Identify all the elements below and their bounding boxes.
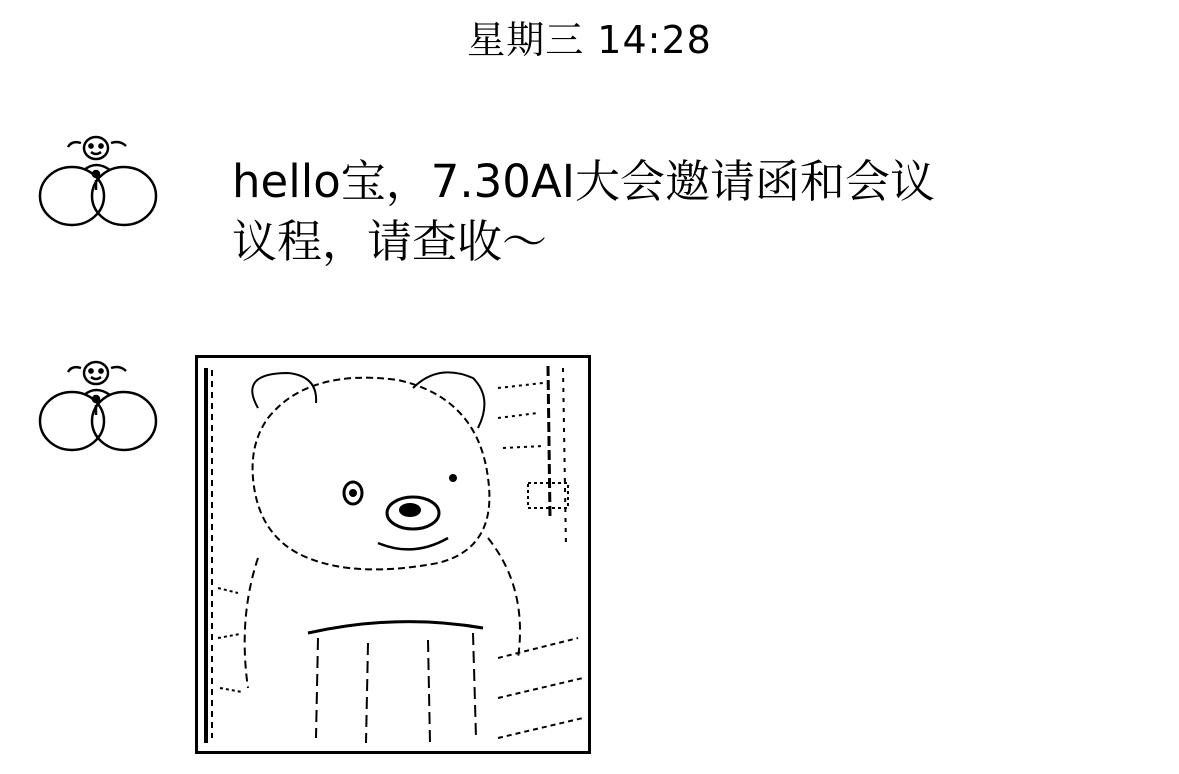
cartoon-avatar-icon[interactable] xyxy=(36,130,160,230)
image-message[interactable] xyxy=(195,355,591,754)
message-text[interactable]: hello宝，7.30AI大会邀请函和会议议程，请查收～ xyxy=(232,155,935,268)
message-row xyxy=(0,130,1179,300)
message-row xyxy=(0,355,1179,774)
teddy-bear-photo xyxy=(198,358,588,751)
chat-timestamp: 星期三 14:28 xyxy=(467,18,712,62)
cartoon-avatar-icon[interactable] xyxy=(36,355,160,455)
